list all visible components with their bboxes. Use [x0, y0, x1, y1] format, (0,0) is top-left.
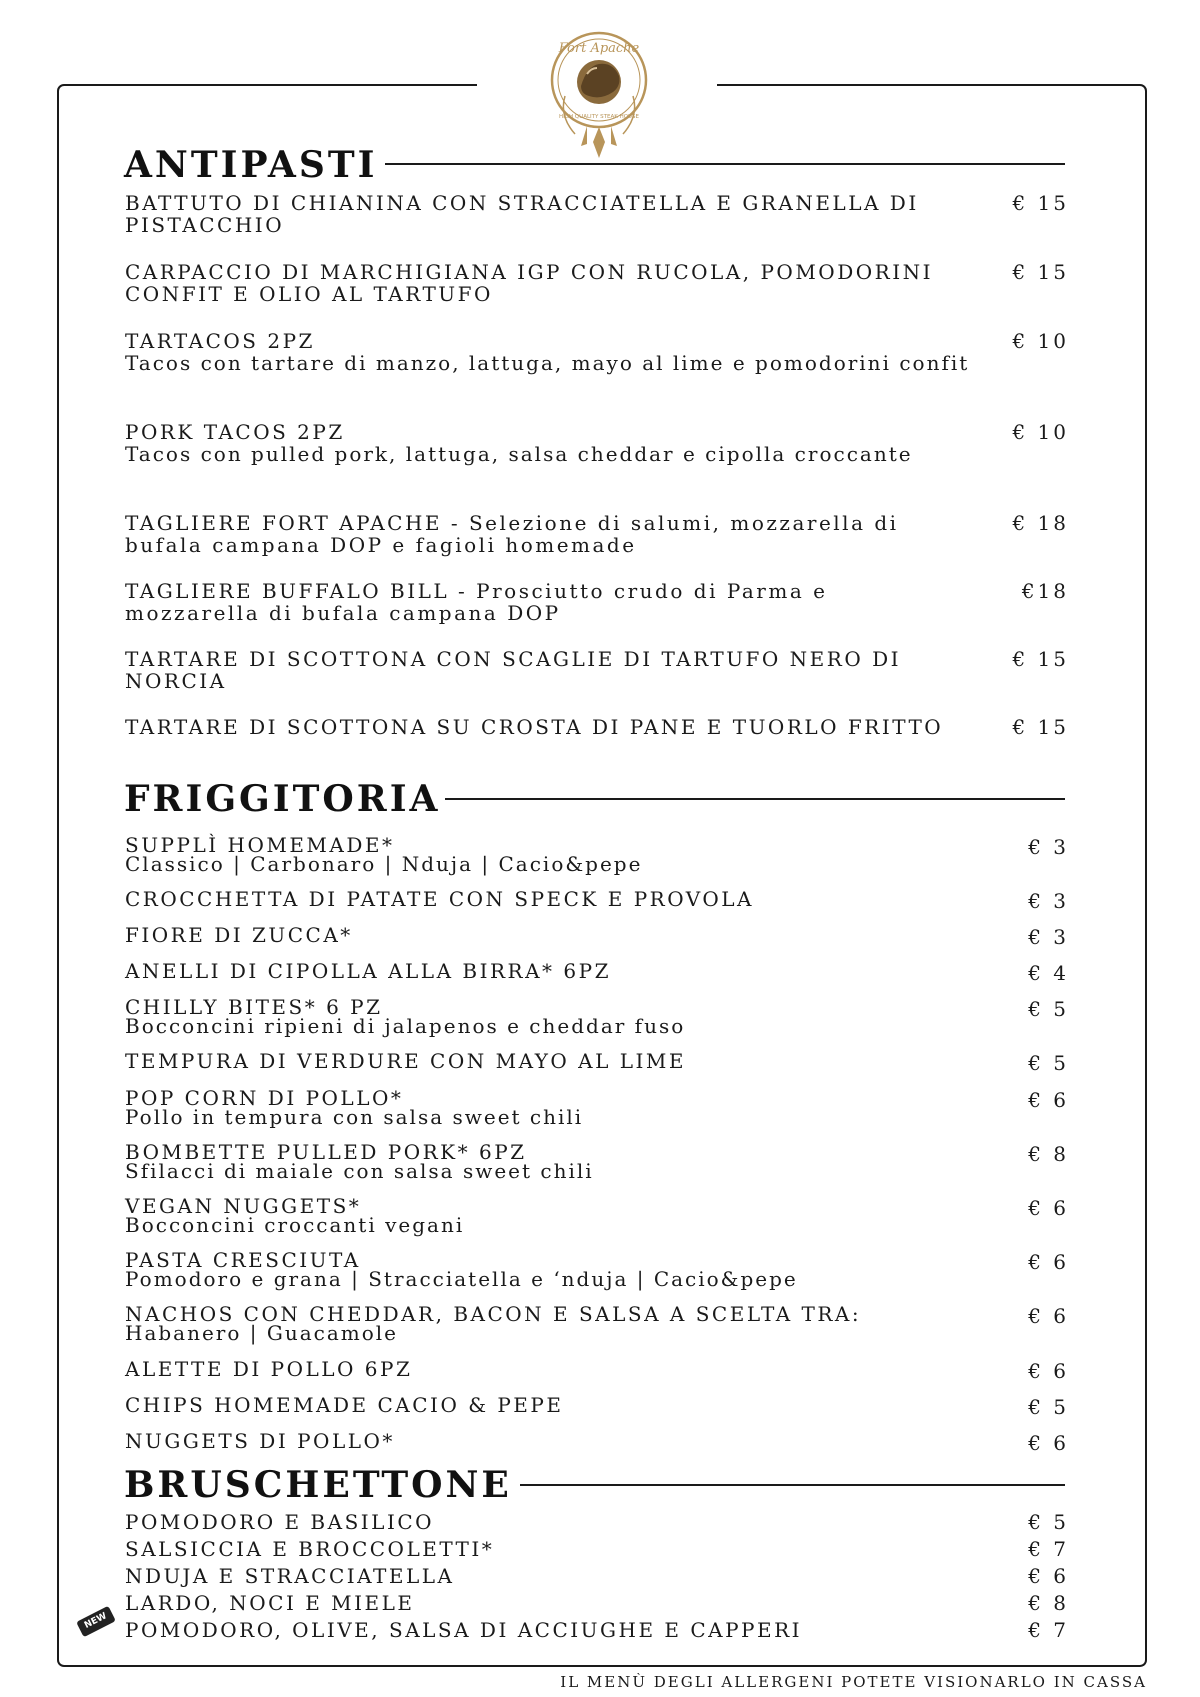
antipasti-title: ANTIPASTI [124, 144, 378, 186]
item-price: € 4 [1028, 961, 1069, 985]
item-name: CHILLY BITES* 6 PZ [125, 995, 383, 1019]
item-price: € 7 [1028, 1537, 1069, 1561]
item-name: TEMPURA DI VERDURE CON MAYO AL LIME [125, 1049, 687, 1073]
item-description: Classico | Carbonaro | Nduja | Cacio&pepe [125, 852, 643, 876]
item-name: POP CORN DI POLLO* [125, 1086, 404, 1110]
item-name: NDUJA E STRACCIATELLA [125, 1564, 455, 1588]
friggitoria-item-9 [125, 1194, 985, 1237]
item-name: POMODORO E BASILICO [125, 1510, 435, 1534]
friggitoria-item-13 [125, 1393, 985, 1417]
antipasti-item-7 [125, 648, 945, 692]
item-name: PASTA CRESCIUTA [125, 1248, 361, 1272]
item-price: € 3 [1028, 835, 1069, 859]
item-price: € 5 [1028, 1051, 1069, 1075]
item-name: FIORE DI ZUCCA* [125, 923, 353, 947]
friggitoria-item-3 [125, 923, 985, 947]
item-name: NUGGETS DI POLLO* [125, 1429, 395, 1453]
item-description: Tacos con tartare di manzo, lattuga, mayo al lime e pomodorini confit [125, 351, 970, 375]
item-description: Pomodoro e grana | Stracciatella e ‘nduja | Cacio&pepe [125, 1267, 798, 1291]
bruschettone-item-2 [125, 1535, 985, 1563]
friggitoria-rule [445, 798, 1065, 800]
friggitoria-item-11 [125, 1302, 985, 1345]
item-price: € 5 [1028, 1395, 1069, 1419]
friggitoria-item-2 [125, 887, 985, 911]
item-name: BATTUTO DI CHIANINA CON STRACCIATELLA E GRANELLA DI PISTACCHIO [125, 191, 919, 237]
antipasti-item-6 [125, 580, 915, 624]
item-name: CROCCHETTA DI PATATE CON SPECK E PROVOLA [125, 887, 754, 911]
bruschettone-item-3 [125, 1562, 985, 1590]
item-price: € 3 [1028, 889, 1069, 913]
item-name: TAGLIERE FORT APACHE - Selezione di salumi, mozzarella di bufala campana DOP e fagioli homemade [125, 511, 899, 557]
antipasti-item-8 [125, 716, 985, 738]
item-description: Bocconcini ripieni di jalapenos e cheddar fuso [125, 1014, 686, 1038]
item-price: € 15 [1012, 647, 1069, 671]
logo-tagline: HIGH QUALITY STEAK HOUSE [558, 114, 640, 120]
item-price: € 5 [1028, 997, 1069, 1021]
item-name: TAGLIERE BUFFALO BILL - Prosciutto crudo di Parma e mozzarella di bufala campana DOP [125, 579, 828, 625]
item-name: VEGAN NUGGETS* [125, 1194, 362, 1218]
item-price: € 10 [1012, 329, 1069, 353]
item-price: € 10 [1012, 420, 1069, 444]
friggitoria-item-10 [125, 1248, 985, 1291]
item-description: Tacos con pulled pork, lattuga, salsa cheddar e cipolla croccante [125, 442, 913, 466]
item-price: € 6 [1028, 1304, 1069, 1328]
item-name: NACHOS CON CHEDDAR, BACON E SALSA A SCELTA TRA: [125, 1302, 862, 1326]
antipasti-rule [385, 163, 1065, 165]
item-price: € 6 [1028, 1250, 1069, 1274]
item-price: € 6 [1028, 1564, 1069, 1588]
item-price: € 3 [1028, 925, 1069, 949]
item-price: € 6 [1028, 1431, 1069, 1455]
item-price: € 6 [1028, 1196, 1069, 1220]
bruschettone-item-5 [125, 1616, 985, 1644]
item-name: TARTARE DI SCOTTONA SU CROSTA DI PANE E TUORLO FRITTO [125, 715, 944, 739]
friggitoria-item-14 [125, 1429, 985, 1453]
item-name: TARTARE DI SCOTTONA CON SCAGLIE DI TARTUFO NERO DI NORCIA [125, 647, 902, 693]
friggitoria-item-5 [125, 995, 985, 1038]
bruschettone-title: BRUSCHETTONE [124, 1464, 512, 1506]
antipasti-item-4 [125, 421, 925, 465]
item-description: Sfilacci di maiale con salsa sweet chili [125, 1159, 594, 1183]
new-badge: NEW [76, 1606, 116, 1637]
friggitoria-item-12 [125, 1357, 985, 1381]
antipasti-item-1 [125, 192, 985, 236]
item-price: € 5 [1028, 1510, 1069, 1534]
bruschettone-rule [520, 1484, 1065, 1486]
friggitoria-item-6 [125, 1049, 985, 1073]
fort-apache-logo [543, 26, 655, 160]
logo-brand: Fort Apache [558, 41, 640, 56]
friggitoria-title: FRIGGITORIA [124, 778, 441, 820]
item-price: € 6 [1028, 1088, 1069, 1112]
item-description: Habanero | Guacamole [125, 1321, 399, 1345]
friggitoria-item-8 [125, 1140, 985, 1183]
item-name: ALETTE DI POLLO 6PZ [125, 1357, 413, 1381]
item-name: ANELLI DI CIPOLLA ALLA BIRRA* 6PZ [125, 959, 611, 983]
item-name: POMODORO, OLIVE, SALSA DI ACCIUGHE E CAPPERI [125, 1618, 803, 1642]
allergen-note: IL MENÙ DEGLI ALLERGENI POTETE VISIONARLO IN CASSA [560, 1673, 1147, 1691]
item-name: CARPACCIO DI MARCHIGIANA IGP CON RUCOLA, POMODORINI CONFIT E OLIO AL TARTUFO [125, 260, 933, 306]
item-price: €18 [1021, 579, 1069, 603]
item-name: SUPPLÌ HOMEMADE* [125, 833, 395, 857]
item-price: € 8 [1028, 1591, 1069, 1615]
bruschettone-item-4 [125, 1589, 985, 1617]
item-name: BOMBETTE PULLED PORK* 6PZ [125, 1140, 527, 1164]
item-price: € 6 [1028, 1359, 1069, 1383]
antipasti-item-2 [125, 261, 955, 305]
item-name: SALSICCIA E BROCCOLETTI* [125, 1537, 495, 1561]
item-description: Pollo in tempura con salsa sweet chili [125, 1105, 584, 1129]
bruschettone-item-1 [125, 1508, 985, 1536]
item-price: € 7 [1028, 1618, 1069, 1642]
friggitoria-item-1 [125, 833, 985, 876]
item-price: € 15 [1012, 715, 1069, 739]
item-price: € 8 [1028, 1142, 1069, 1166]
item-name: CHIPS HOMEMADE CACIO & PEPE [125, 1393, 564, 1417]
antipasti-item-3 [125, 330, 985, 374]
item-name: PORK TACOS 2PZ [125, 420, 345, 444]
antipasti-item-5 [125, 512, 955, 556]
item-price: € 15 [1012, 191, 1069, 215]
friggitoria-item-7 [125, 1086, 985, 1129]
item-price: € 15 [1012, 260, 1069, 284]
item-description: Bocconcini croccanti vegani [125, 1213, 465, 1237]
friggitoria-item-4 [125, 959, 985, 983]
item-price: € 18 [1012, 511, 1069, 535]
item-name: TARTACOS 2PZ [125, 329, 315, 353]
item-name: LARDO, NOCI E MIELE [125, 1591, 415, 1615]
